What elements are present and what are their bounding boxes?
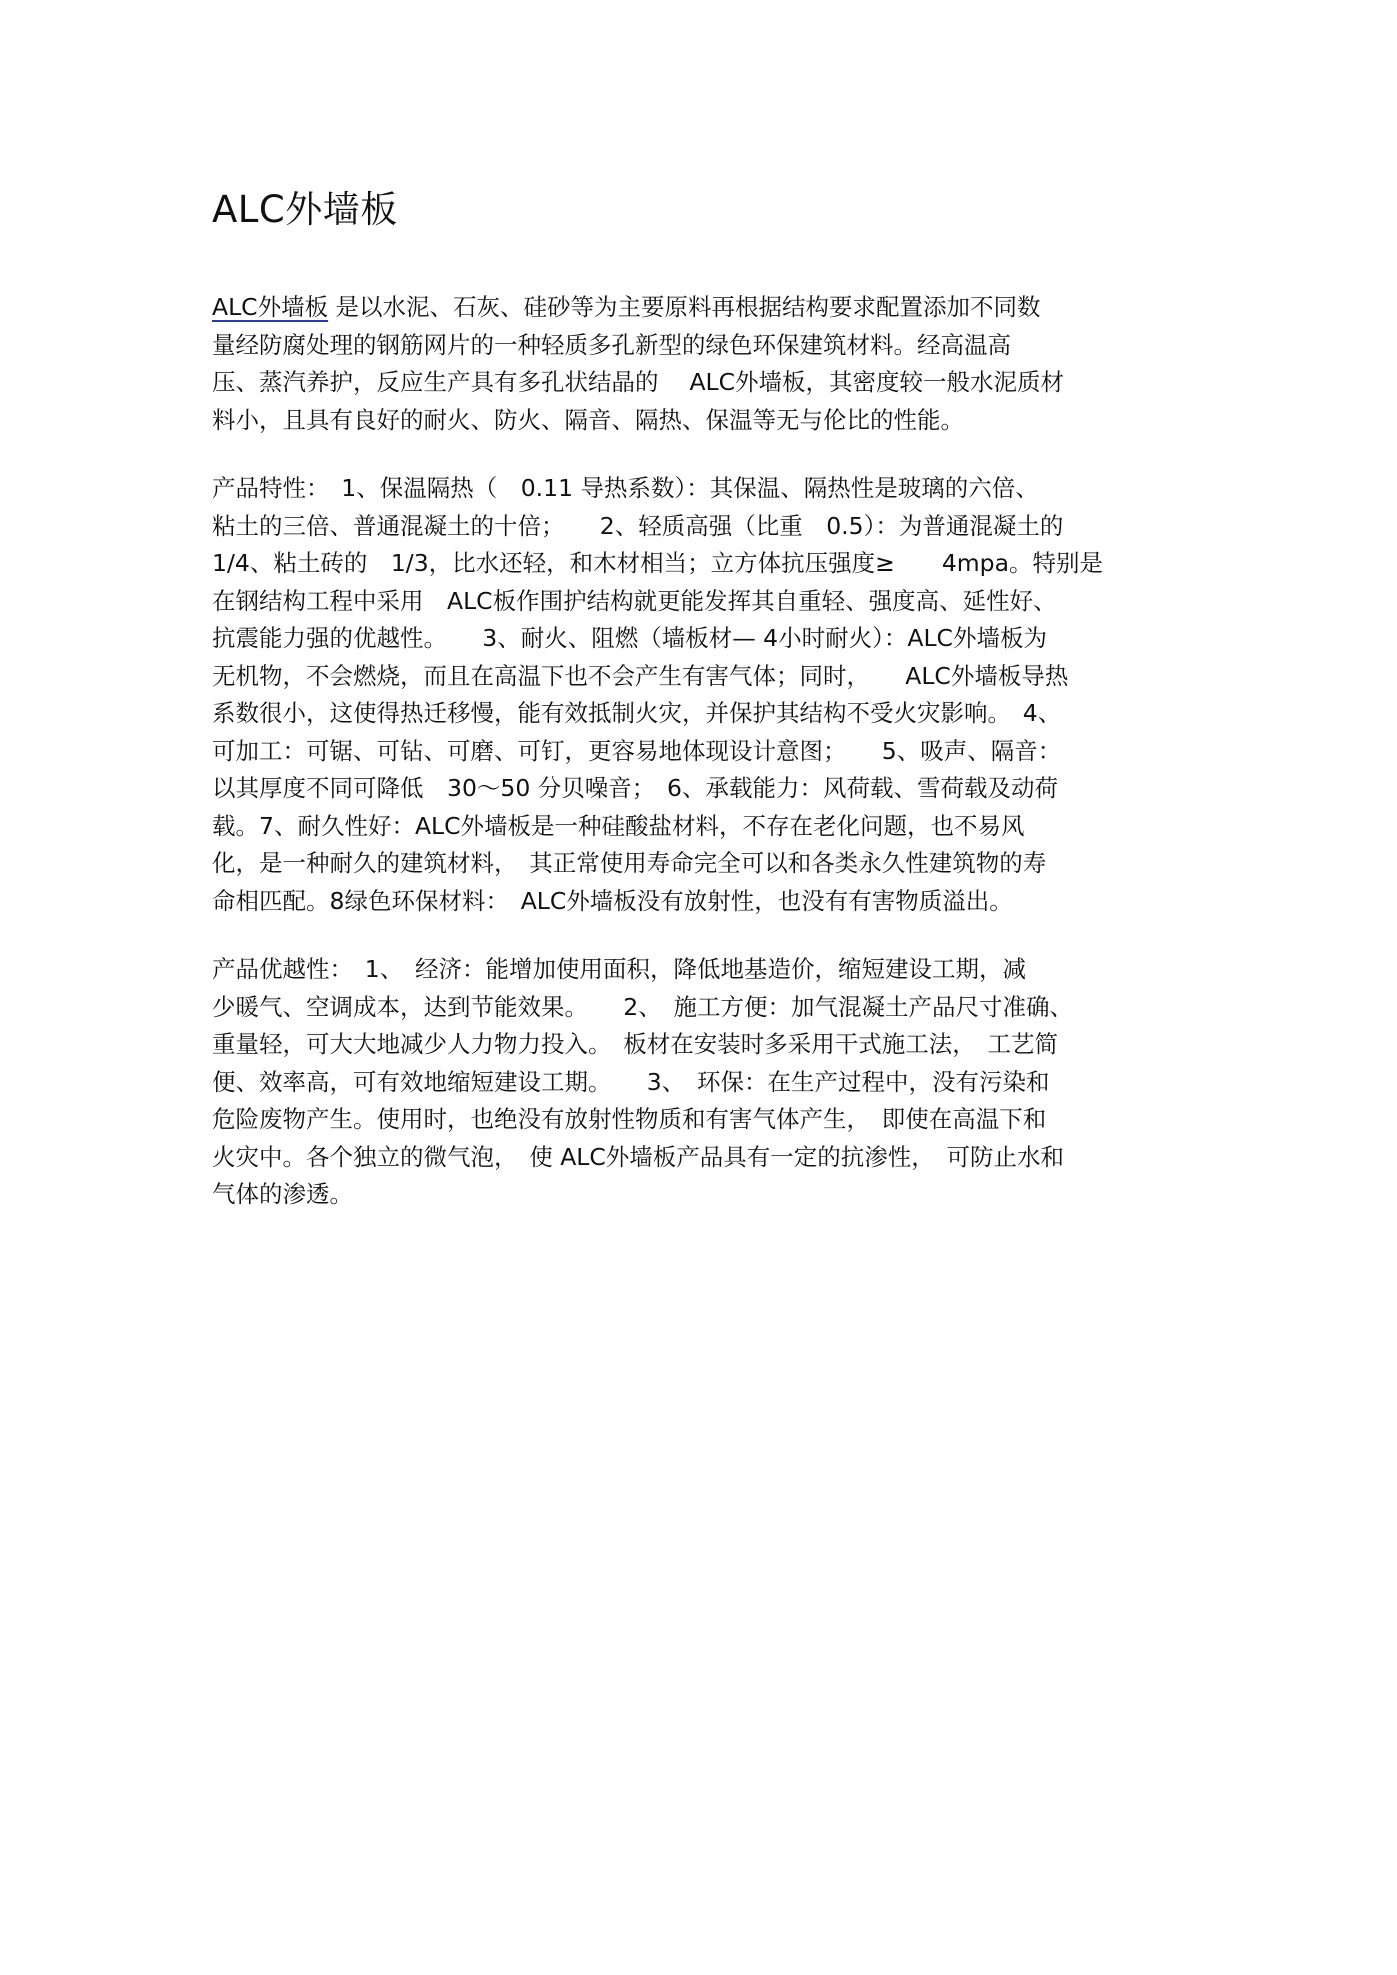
features-line: 以其厚度不同可降低 30～50 分贝噪音； 6、承载能力：风荷载、雪荷载及动荷: [212, 774, 1058, 802]
advantages-line: 火灾中。各个独立的微气泡， 使 ALC外墙板产品具有一定的抗渗性， 可防止水和: [212, 1142, 1065, 1171]
features-line: 化，是一种耐久的建筑材料， 其正常使用寿命完全可以和各类永久性建筑物的寿: [212, 849, 1047, 877]
intro-paragraph: [212, 289, 1197, 439]
advantages-line: 重量轻，可大大地减少人力物力投入。 板材在安装时多采用干式施工法， 工艺简: [212, 1030, 1058, 1058]
features-line: 载。7、耐久性好：ALC外墙板是一种硅酸盐材料，不存在老化问题，也不易风: [212, 811, 1025, 840]
features-line: 抗震能力强的优越性。 3、耐火、阻燃（墙板材— 4小时耐火）：ALC外墙板为: [212, 624, 1047, 652]
features-line: 系数很小，这使得热迁移慢，能有效抵制火灾，并保护其结构不受火灾影响。 4、: [212, 699, 1062, 727]
advantages-paragraph: [212, 951, 1197, 1214]
advantages-line: 便、效率高，可有效地缩短建设工期。 3、 环保：在生产过程中，没有污染和: [212, 1067, 1050, 1096]
features-line: 可加工：可锯、可钻、可磨、可钉，更容易地体现设计意图； 5、吸声、隔音：: [212, 736, 1062, 765]
advantages-line: 气体的渗透。: [212, 1180, 353, 1208]
intro-line: 压、蒸汽养护，反应生产具有多孔状结晶的 ALC外墙板，其密度较一般水泥质材: [212, 368, 1065, 396]
advantages-line: 产品优越性： 1、 经济：能增加使用面积，降低地基造价，缩短建设工期，减: [212, 955, 1026, 983]
intro-line: 量经防腐处理的钢筋网片的一种轻质多孔新型的绿色环保建筑材料。经高温高: [212, 330, 1011, 359]
page-title: ALC外墙板: [212, 188, 398, 231]
features-line: 在钢结构工程中采用 ALC板作围护结构就更能发挥其自重轻、强度高、延性好、: [212, 586, 1057, 615]
advantages-line: 危险废物产生。使用时，也绝没有放射性物质和有害气体产生， 即使在高温下和: [212, 1105, 1047, 1133]
features-line: 1/4、粘土砖的 1/3，比水还轻，和木材相当；立方体抗压强度≥ 4mpa。特别是: [212, 549, 1103, 577]
intro-line: 料小，且具有良好的耐火、防火、隔音、隔热、保温等无与伦比的性能。: [212, 405, 964, 434]
features-paragraph: [212, 470, 1197, 920]
alc-wall-panel-link[interactable]: ALC外墙板: [212, 293, 329, 321]
features-line: 产品特性： 1、保温隔热（ 0.11 导热系数）：其保温、隔热性是玻璃的六倍、: [212, 474, 1039, 502]
advantages-line: 少暖气、空调成本，达到节能效果。 2、 施工方便：加气混凝土产品尺寸准确、: [212, 992, 1073, 1021]
intro-line-text: 是以水泥、石灰、硅砂等为主要原料再根据结构要求配置添加不同数: [328, 293, 1041, 321]
document-content: [212, 180, 1197, 1245]
intro-line: [212, 289, 1197, 327]
features-line: 无机物，不会燃烧，而且在高温下也不会产生有害气体；同时， ALC外墙板导热: [212, 661, 1069, 690]
features-line: 命相匹配。8绿色环保材料： ALC外墙板没有放射性，也没有有害物质溢出。: [212, 886, 1013, 915]
features-line: 粘土的三倍、普通混凝土的十倍； 2、轻质高强（比重 0.5）：为普通混凝土的: [212, 511, 1064, 540]
